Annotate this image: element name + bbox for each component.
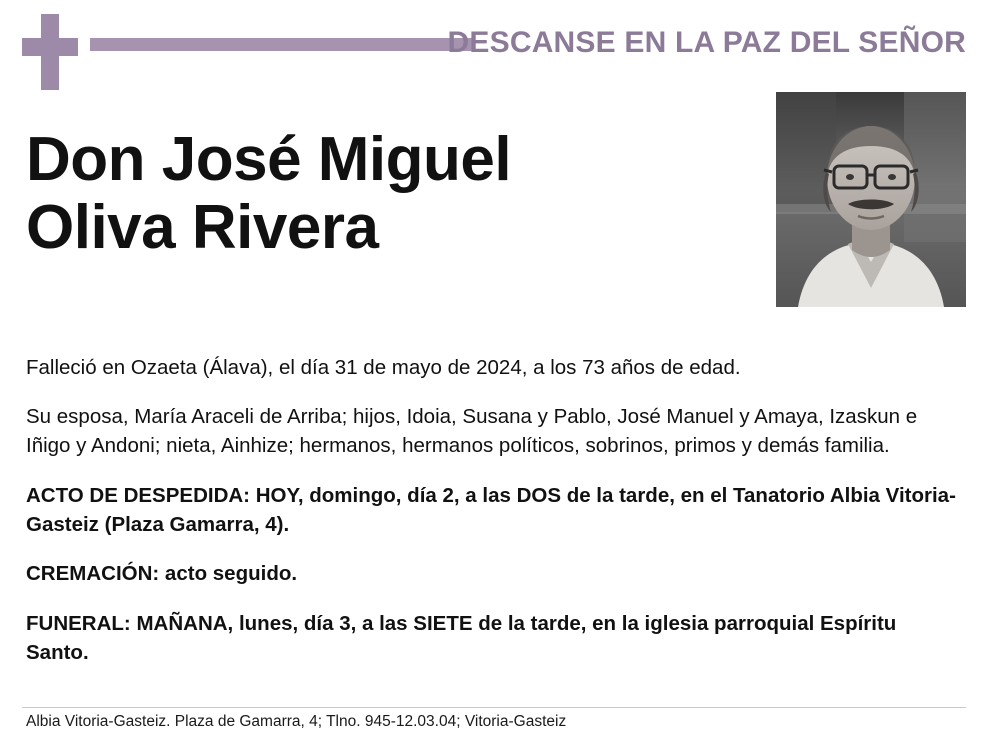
- death-info-paragraph: Falleció en Ozaeta (Álava), el día 31 de mayo de 2024, a los 73 años de edad.: [26, 355, 741, 379]
- header-rule: [90, 38, 475, 51]
- portrait-image: [776, 92, 966, 307]
- deceased-name: [26, 126, 746, 262]
- cremation-paragraph: CREMACIÓN: acto seguido.: [26, 562, 298, 585]
- notice-body: [26, 332, 961, 680]
- farewell-paragraph: ACTO DE DESPEDIDA: HOY, domingo, día 2, a las DOS de la tarde, en el Tanatorio Albia Vitoria-Gasteiz (Plaza Gamarra, 4).: [26, 483, 956, 536]
- deceased-name-line-2: Oliva Rivera: [26, 193, 379, 262]
- header-title: DESCANSE EN LA PAZ DEL SEÑOR: [447, 26, 966, 59]
- footer-divider: [22, 707, 966, 708]
- funeral-paragraph: FUNERAL: MAÑANA, lunes, día 3, a las SIETE de la tarde, en la iglesia parroquial Espíritu Santo.: [26, 611, 897, 664]
- funeral-home-info: Albia Vitoria-Gasteiz. Plaza de Gamarra, 4; Tlno. 945-12.03.04; Vitoria-Gasteiz: [26, 713, 567, 730]
- cross-horizontal-bar: [22, 38, 78, 56]
- notice-header: [0, 0, 988, 100]
- cross-icon: [22, 14, 78, 90]
- portrait-photo: [776, 92, 966, 307]
- deceased-name-line-1: Don José Miguel: [26, 125, 512, 194]
- family-paragraph: Su esposa, María Araceli de Arriba; hijos, Idoia, Susana y Pablo, José Manuel y Amaya, Izaskun e Iñigo y Andoni; nieta, Ainhize; hermanos, hermanos políticos, sobrinos, primos y demás familia.: [26, 405, 918, 457]
